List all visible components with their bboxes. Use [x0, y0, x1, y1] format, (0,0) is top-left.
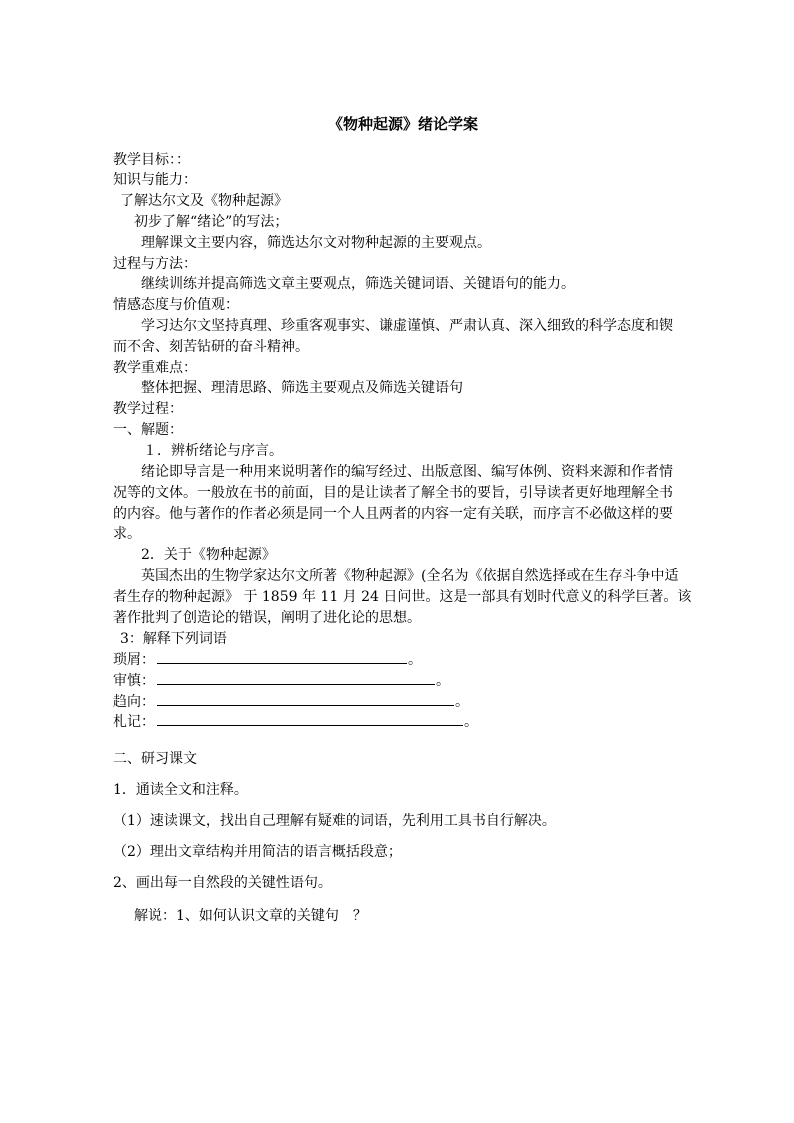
- heading-knowledge: 知识与能力：: [113, 172, 197, 188]
- text-line: 而不舍、刻苦钻研的奋斗精神。: [113, 339, 309, 355]
- text-line: 求。: [113, 526, 141, 542]
- vocab-item: [113, 692, 469, 712]
- text-line: 的内容。他与著作的作者必须是同一个人且两者的内容一定有关联，而序言不必做这样的要: [113, 506, 673, 522]
- answer-blank[interactable]: [157, 671, 435, 685]
- vocab-term: 趋向：: [113, 694, 155, 710]
- text-line: 英国杰出的生物学家达尔文所著《物种起源》(全名为《依据自然选择或在生存斗争中适: [141, 568, 679, 584]
- text-line: 初步了解“绪论”的写法；: [134, 214, 289, 230]
- heading-attitude: 情感态度与价值观：: [113, 297, 239, 313]
- text-line: 理解课文主要内容，筛选达尔文对物种起源的主要观点。: [141, 235, 491, 251]
- answer-blank[interactable]: [157, 692, 454, 706]
- text-line: 况等的文体。一般放在书的前面，目的是让读者了解全书的要旨，引导读者更好地理解全书: [113, 485, 673, 501]
- vocab-end: 。: [408, 652, 422, 668]
- text-line: 3：解释下列词语: [120, 631, 227, 647]
- text-line: 解说：1、如何认识文章的关键句 ？: [134, 908, 367, 924]
- answer-blank[interactable]: [157, 650, 407, 664]
- document-title: 《物种起源》绪论学案: [328, 115, 479, 133]
- vocab-end: 。: [436, 673, 450, 689]
- vocab-term: 琐屑：: [113, 652, 155, 668]
- heading-teaching-goals: 教学目标：：: [113, 152, 190, 168]
- vocab-end: 。: [464, 714, 478, 730]
- text-line: 2．关于《物种起源》: [141, 547, 276, 563]
- text-line: 2、画出每一自然段的关键性语句。: [113, 875, 332, 891]
- text-line: （2）理出文章结构并用简洁的语言概括段意；: [113, 844, 402, 860]
- heading-teaching-process: 教学过程：: [113, 401, 183, 417]
- text-line: 整体把握、理清思路、筛选主要观点及筛选关键语句: [141, 380, 463, 396]
- heading-section-2: 二、研习课文: [113, 751, 197, 767]
- text-line: １．辨析绪论与序言。: [143, 443, 283, 459]
- heading-process: 过程与方法：: [113, 256, 197, 272]
- text-line: 继续训练并提高筛选文章主要观点，筛选关键词语、关键语句的能力。: [141, 276, 575, 292]
- heading-key-points: 教学重难点：: [113, 360, 197, 376]
- text-line: 绪论即导言是一种用来说明著作的编写经过、出版意图、编写体例、资料来源和作者情: [141, 464, 673, 480]
- answer-blank[interactable]: [157, 712, 463, 726]
- vocab-item: [113, 671, 450, 691]
- text-line: 著作批判了创造论的错误，阐明了进化论的思想。: [113, 610, 421, 626]
- text-line: （1）速读课文，找出自己理解有疑难的词语，先利用工具书自行解决。: [113, 813, 556, 829]
- heading-section-1: 一、解题：: [113, 422, 183, 438]
- text-line: 1．通读全文和注释。: [113, 782, 248, 798]
- vocab-term: 审慎：: [113, 673, 155, 689]
- vocab-term: 札记：: [113, 714, 155, 730]
- text-line: 学习达尔文坚持真理、珍重客观事实、谦虚谨慎、严肃认真、深入细致的科学态度和锲: [141, 318, 673, 334]
- text-line: 者生存的物种起源》 于 1859 年 11 月 24 日问世。这是一部具有划时代意义的科学巨著。该: [113, 589, 692, 605]
- vocab-item: [113, 712, 478, 732]
- text-line: 了解达尔文及《物种起源》: [120, 193, 288, 209]
- vocab-item: [113, 650, 422, 670]
- vocab-end: 。: [455, 694, 469, 710]
